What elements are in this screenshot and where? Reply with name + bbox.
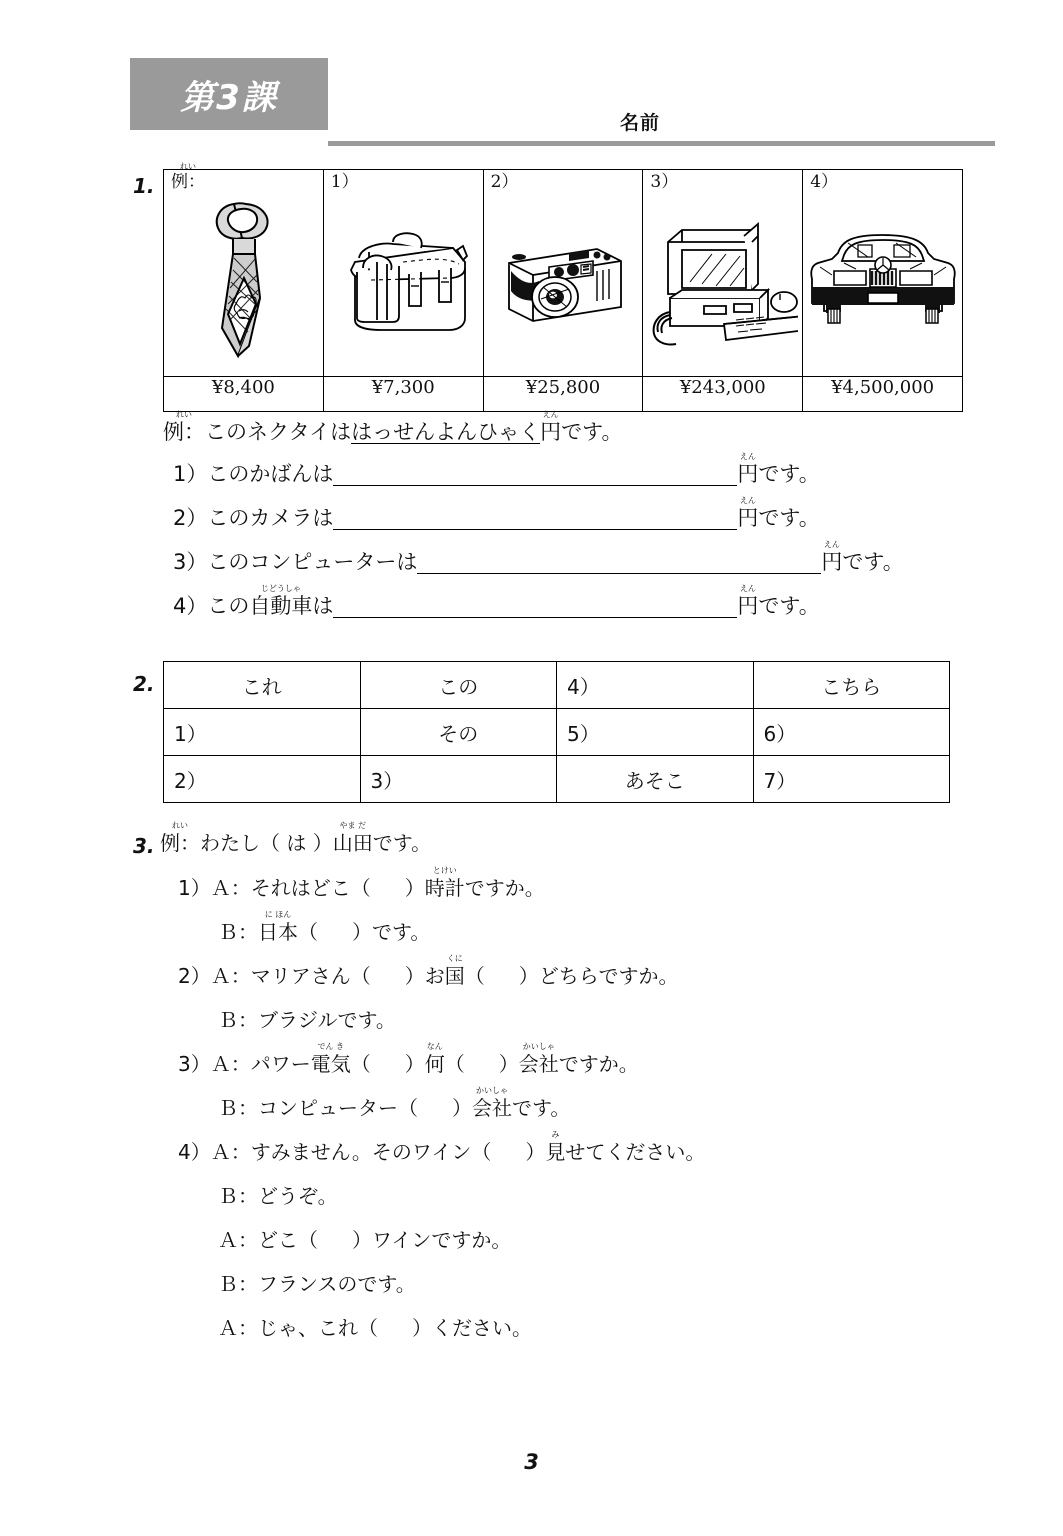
ruby-en-q4: えん [739,584,756,593]
s3-item4-line-a2 [218,1230,511,1250]
s3-item1-label: 1） [178,876,211,900]
example-tail: です。 [561,420,623,444]
seg-text: ）ください。 [412,1316,532,1340]
price-4: ¥4,500,000 [803,377,963,412]
ruby-rei: れい [180,162,196,171]
table-row [164,756,950,803]
speaker-a: Ａ： [210,1052,251,1076]
cell-label-1: 1） [330,172,359,192]
s3-item3-line-a [178,1042,639,1076]
ruby-yamada: やま だ [339,821,366,830]
s3-example-part1: わたし（ は ） [200,831,333,855]
s3-item3-line-b [218,1086,571,1120]
speaker-b: Ｂ： [218,1008,258,1032]
speaker-a: Ａ： [210,964,251,988]
cell-label-4: 4） [810,172,839,192]
header-divider [328,141,995,146]
cell-label-3: 3） [650,172,679,192]
price-example: ¥8,400 [164,377,324,412]
speaker-b: Ｂ： [218,920,258,944]
speaker-a: Ａ： [218,1228,258,1252]
ruby-mi: み [551,1130,560,1139]
kosoado-cell-r3c3: あそこ [557,756,754,803]
ruby-kaisha: かいしゃ [522,1042,555,1051]
ruby-kaisha: かいしゃ [476,1086,508,1095]
seg-text: ですか。 [464,876,545,900]
section1-question-4 [173,584,820,618]
page-number: 3 [524,1450,539,1474]
q3-lead: このコンピューターは [207,550,418,574]
ruby-en-q2: えん [739,496,756,505]
price-3: ¥243,000 [643,377,803,412]
q1-yen: 円 [737,462,759,486]
q3-label: 3） [173,550,208,574]
price-2: ¥25,800 [483,377,643,412]
example-answer: はっせんよんひゃく [351,420,541,444]
seg-text: ） [404,876,425,900]
seg-text: ですか。 [558,1052,639,1076]
kosoado-cell-r1c1: これ [164,662,361,709]
table-row [164,662,950,709]
seg-kanji: 時計 [424,876,465,900]
q4-yen: 円 [737,594,759,618]
ruby-en-q1: えん [739,452,756,461]
bag-illustration [324,188,483,374]
s3-example-label: 例： [160,831,200,855]
q2-yen: 円 [737,506,759,530]
picture-cell-example [164,162,324,377]
q1-answer-blank[interactable] [333,464,737,486]
seg-text: ）お [404,964,445,988]
q2-label: 2） [173,506,208,530]
picture-cell-2 [483,170,643,377]
s3-item2-label: 2） [178,964,211,988]
kosoado-cell-r2c3[interactable]: 5） [557,709,754,756]
s3-item1-line-b [218,910,431,944]
section-3-number: 3. [133,834,155,858]
q4-tail: です。 [758,594,820,618]
ruby-nihon: に ほん [264,910,292,919]
picture-cell-3 [643,170,803,377]
ruby-denki: でん き [317,1042,345,1051]
table-row [164,709,950,756]
s3-item2-line-a [178,954,679,988]
page-header [0,0,1063,150]
s3-item4-line-b1 [218,1186,338,1206]
example-lead: このネクタイは [205,420,352,444]
ruby-jidousha: じどうしゃ [260,584,301,593]
seg-kanji: 見 [545,1140,566,1164]
computer-illustration [643,188,802,374]
seg-kanji: 日本 [258,920,298,944]
seg-text: パワー [250,1052,311,1076]
q3-answer-blank[interactable] [417,552,821,574]
name-field-label: 名前 [620,112,661,134]
ruby-rei-example: れい [176,410,192,419]
seg-text: です。 [512,1096,571,1120]
s3-item2-line-b [218,1010,396,1030]
seg-kanji: 会社 [472,1096,512,1120]
q1-tail: です。 [758,462,820,486]
lesson-tag [130,58,328,130]
kosoado-cell-r3c1[interactable]: 2） [164,756,361,803]
section1-question-1 [173,452,820,486]
seg-text: マリアさん（ [250,964,371,988]
seg-kanji: 電気 [310,1052,351,1076]
q4-label: 4） [173,594,208,618]
kosoado-cell-r3c4[interactable]: 7） [753,756,950,803]
speaker-b: Ｂ： [218,1272,258,1296]
seg-text: ） [452,1096,472,1120]
ruby-en-example: えん [542,410,559,419]
q2-answer-blank[interactable] [333,508,737,530]
s3-item1-line-a [178,866,545,900]
seg-kanji: 会社 [518,1052,559,1076]
camera-illustration [484,188,643,374]
kosoado-table [163,661,950,803]
seg-text: どこ（ [258,1228,318,1252]
s3-example-kanji: 山田 [332,831,373,855]
speaker-a: Ａ： [210,876,251,900]
s3-item4-line-a3 [218,1318,532,1338]
s3-example-part2: です。 [372,831,432,855]
seg-text: コンピューター（ [258,1096,418,1120]
ruby-nan: なん [426,1042,443,1051]
seg-kanji: 国 [444,964,465,988]
kosoado-cell-r1c2: この [360,662,557,709]
section-1-number: 1. [133,174,155,198]
seg-text: せてください。 [565,1140,706,1164]
ruby-tokei: とけい [432,866,457,875]
lesson-title: 第3課 [180,77,278,118]
section-2-number: 2. [133,672,155,696]
picture-price-table [163,162,963,412]
q3-yen: 円 [821,550,843,574]
kosoado-cell-r2c2: その [360,709,557,756]
seg-text: ブラジルです。 [258,1008,396,1032]
s3-item4-line-a1 [178,1130,706,1164]
kosoado-cell-r1c3[interactable]: 4） [557,662,754,709]
picture-cell-4 [803,170,963,377]
price-1: ¥7,300 [323,377,483,412]
q4-kanji: 自動車 [249,594,313,618]
price-row [164,377,963,412]
seg-kanji: 何 [424,1052,445,1076]
seg-text: じゃ、これ（ [258,1316,378,1340]
seg-text: ） [404,1052,425,1076]
s3-item4-line-b2 [218,1274,416,1294]
kosoado-cell-r3c2[interactable]: 3） [360,756,557,803]
ruby-kuni: くに [446,954,463,963]
speaker-a: Ａ： [210,1140,251,1164]
necktie-illustration [164,188,323,374]
seg-text: ）ワインですか。 [352,1228,512,1252]
q3-tail: です。 [842,550,904,574]
seg-text: ）どちらですか。 [518,964,679,988]
q2-lead: このカメラは [207,506,334,530]
seg-text: ） [498,1052,519,1076]
example-yen: 円 [540,420,562,444]
cell-label-2: 2） [490,172,519,192]
section1-example-sentence [163,410,623,444]
speaker-b: Ｂ： [218,1184,258,1208]
seg-text: フランスのです。 [258,1272,416,1296]
kosoado-cell-r2c4[interactable]: 6） [753,709,950,756]
speaker-b: Ｂ： [218,1096,258,1120]
example-label: 例： [163,420,205,444]
seg-text: それはどこ（ [250,876,371,900]
seg-text: すみません。そのワイン（ [250,1140,492,1164]
seg-text: （ [298,920,318,944]
s3-item4-label: 4） [178,1140,211,1164]
ruby-rei-s3: れい [172,821,188,830]
seg-text: （ [350,1052,371,1076]
q4-lead-post: は [312,594,334,618]
section3-example [160,821,432,855]
seg-text: どうぞ。 [258,1184,338,1208]
kosoado-cell-r2c1[interactable]: 1） [164,709,361,756]
picture-cell-1 [323,170,483,377]
q4-lead-pre: この [207,594,250,618]
picture-row [164,170,963,377]
section1-question-3 [173,540,904,574]
kosoado-cell-r1c4: こちら [753,662,950,709]
car-illustration [803,188,962,374]
label-text: 例： [171,172,205,192]
speaker-a: Ａ： [218,1316,258,1340]
q2-tail: です。 [758,506,820,530]
seg-text: （ [464,964,485,988]
ruby-en-q3: えん [823,540,840,549]
seg-text: （ [444,1052,465,1076]
q1-lead: このかばんは [207,462,334,486]
section1-question-2 [173,496,820,530]
s3-item3-label: 3） [178,1052,211,1076]
q4-answer-blank[interactable] [333,596,737,618]
seg-text: ）です。 [352,920,431,944]
q1-label: 1） [173,462,208,486]
seg-text: ） [525,1140,546,1164]
